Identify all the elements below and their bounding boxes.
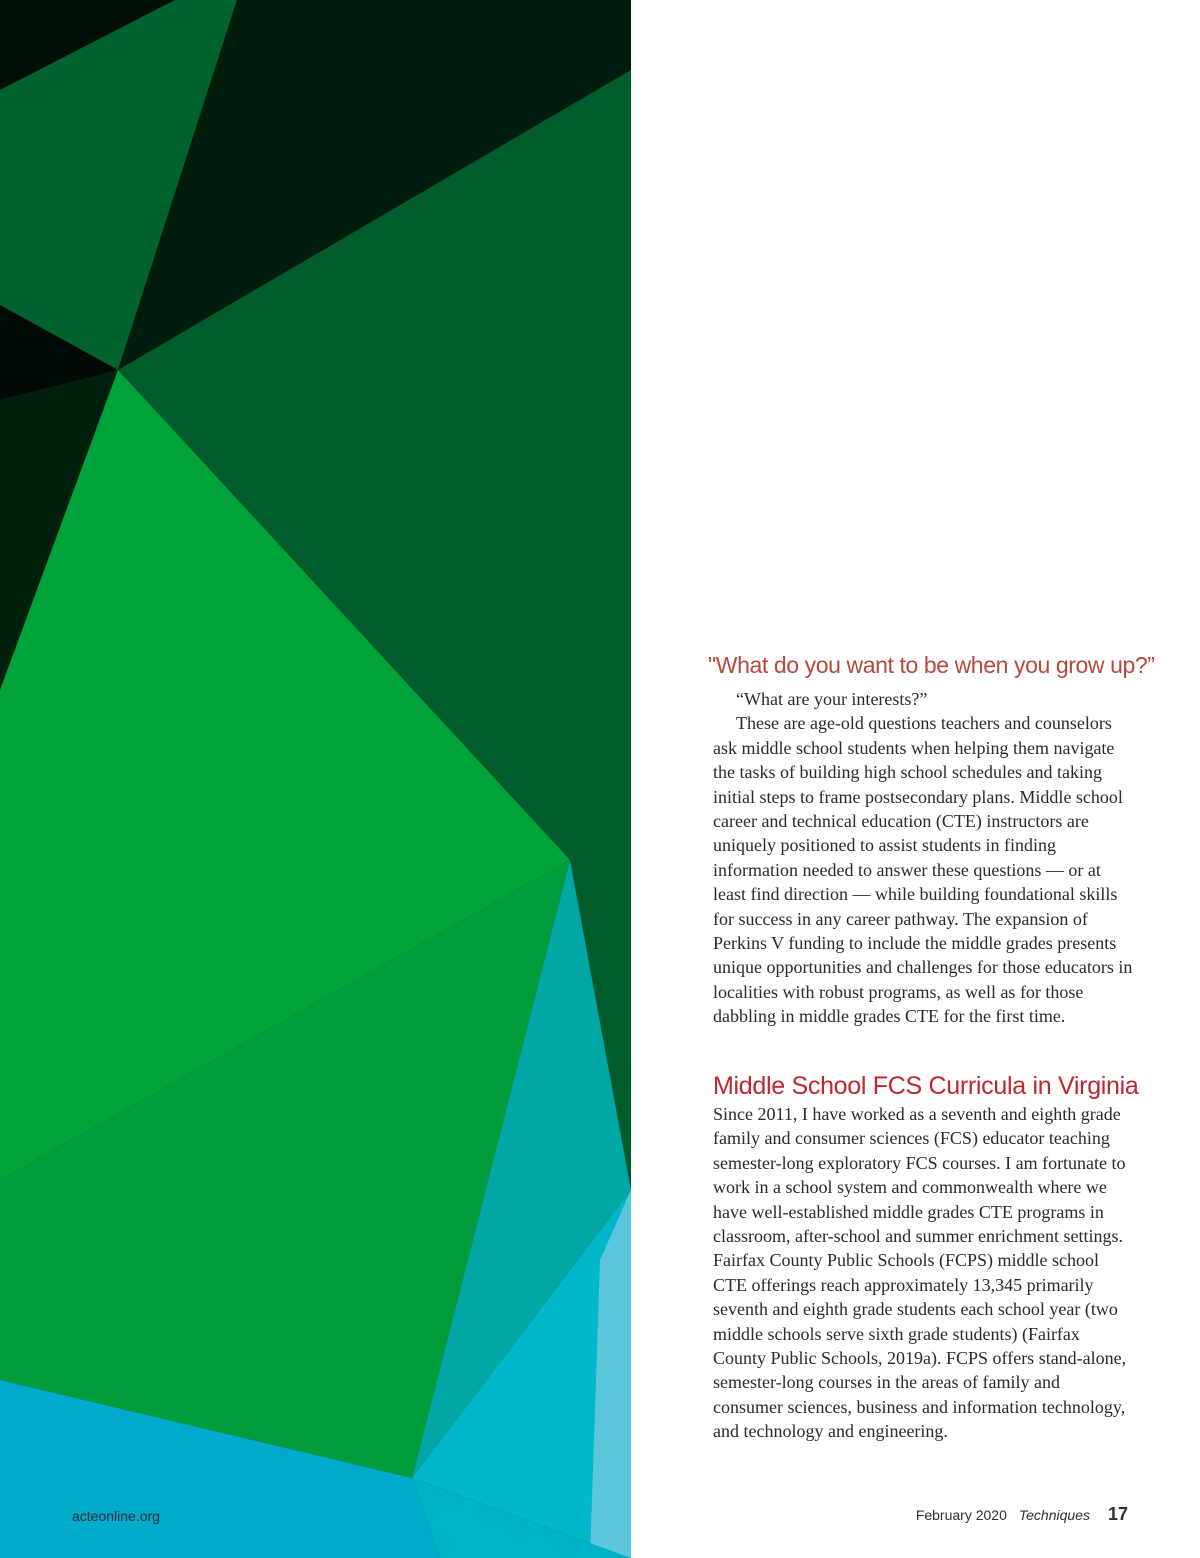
page-number: 17: [1107, 1504, 1128, 1524]
intro-paragraph: “What are your interests?”: [736, 689, 928, 709]
intro-paragraph: These are age-old questions teachers and counselors ask middle school students when helping them navigate the tasks of building high school schedules and taking initial steps to frame postsecondary plans. Middle school career and technical education (CTE) instructors are uniquely positioned to assist students in finding information needed to answer these questions — or at least find direction — while building foundational skills for success in any career pathway. The expansion of Perkins V funding to include the middle grades presents unique opportunities and challenges for those educators in localities with robust programs, as well as for those dabbling in middle grades CTE for the first time.: [713, 713, 1133, 1027]
section-paragraph: Since 2011, I have worked as a seventh and eighth grade family and consumer sciences (FCS) educator teaching semester-long exploratory FCS courses. I am fortunate to work in a school system and commonwealth where we have well-established middle grades CTE programs in classroom, after-school and summer enrichment settings. Fairfax County Public Schools (FCPS) middle school CTE offerings reach approximately 13,345 primarily seventh and eighth grade students each school year (two middle schools serve sixth grade students) (Fairfax County Public Schools, 2019a). FCPS offers stand-alone, semester-long courses in the areas of family and consumer sciences, business and information technology, and technology and engineering.: [713, 1104, 1127, 1442]
footer-magazine-name: Techniques: [1018, 1507, 1090, 1523]
section-heading: Middle School FCS Curricula in Virginia: [713, 1072, 1139, 1100]
lead-quote: "What do you want to be when you grow up?”: [708, 652, 1155, 678]
footer-website: acteonline.org: [72, 1508, 160, 1524]
section-text: [713, 1102, 1133, 1444]
footer-date: February 2020: [915, 1507, 1007, 1523]
footer-info: [916, 1504, 1128, 1525]
intro-text: [713, 687, 1133, 1029]
